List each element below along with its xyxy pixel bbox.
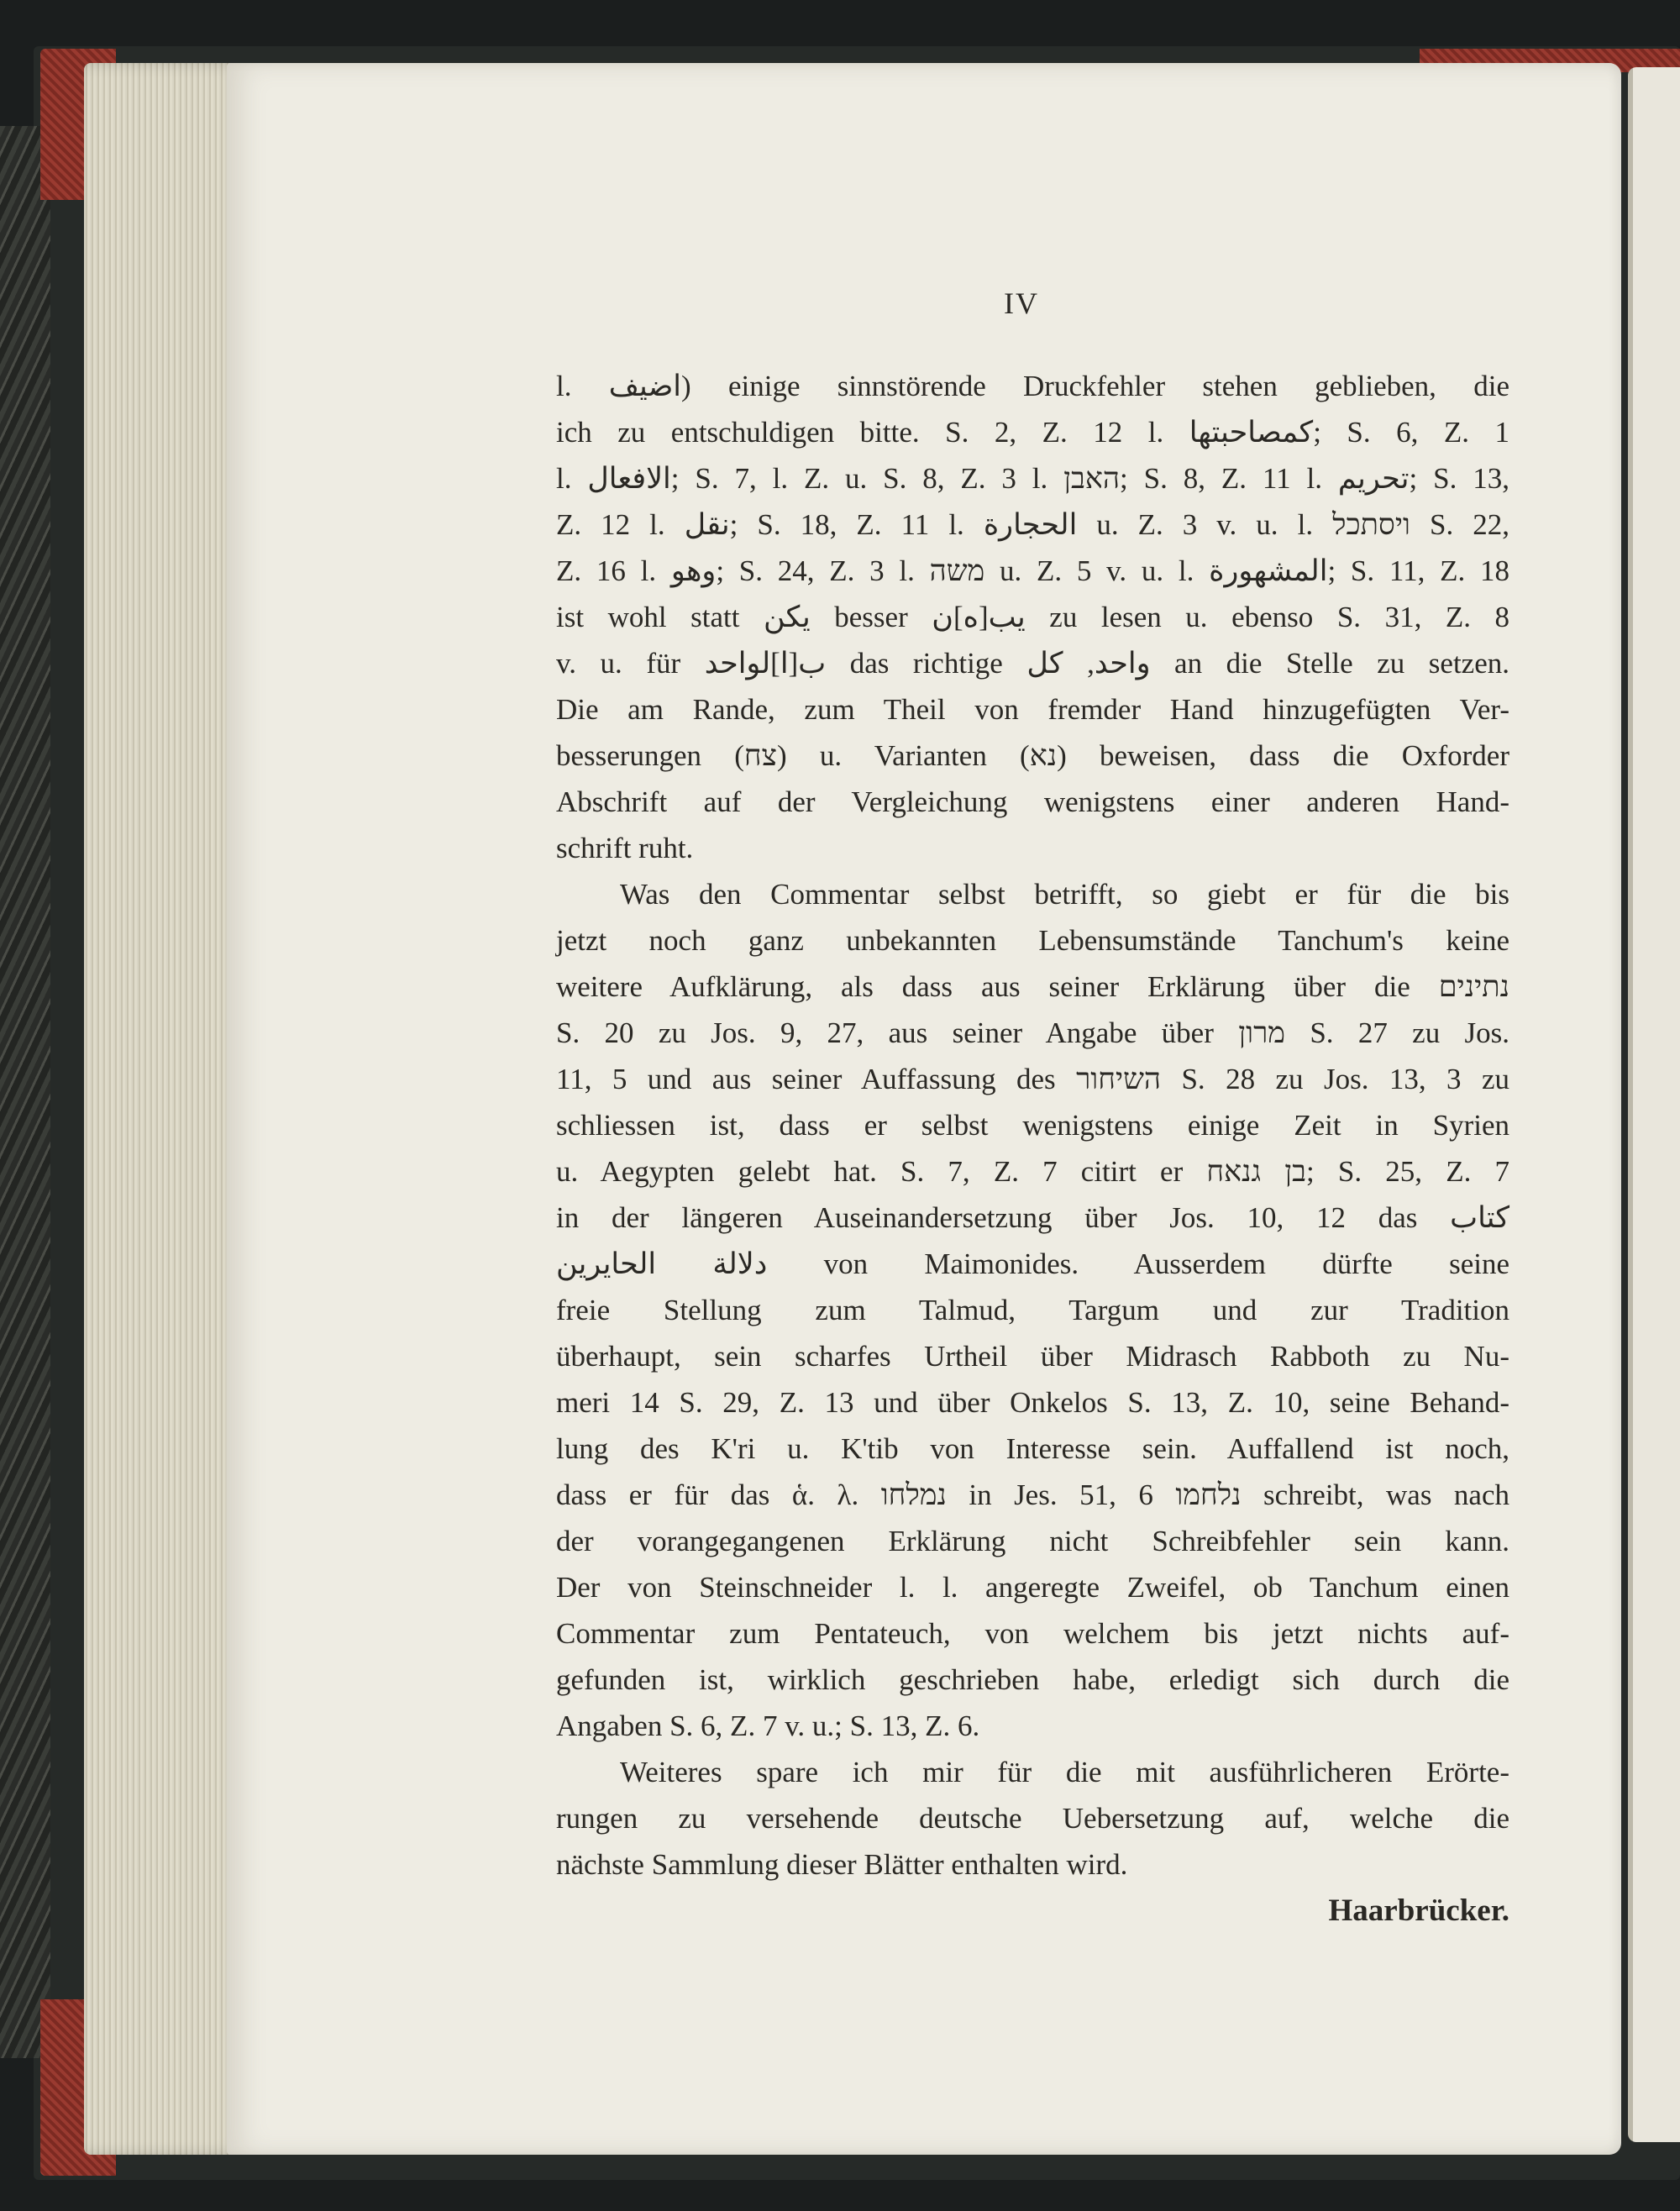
text-line: überhaupt, sein scharfes Urtheil über Midrasch Rabboth zu Nu- xyxy=(556,1340,1509,1373)
signature: Haarbrücker. xyxy=(1328,1893,1509,1928)
text-line: Z. 16 l. وهو; S. 24, Z. 3 l. משה u. Z. 5 v. u. l. المشهورة; S. 11, Z. 18 xyxy=(556,554,1509,587)
text-line: ich zu entschuldigen bitte. S. 2, Z. 12 l. كمصاحبتها; S. 6, Z. 1 xyxy=(556,416,1510,449)
text-line: gefunden ist, wirklich geschrieben habe, erledigt sich durch die xyxy=(556,1663,1509,1696)
text-line: Was den Commentar selbst betrifft, so giebt er für die bis xyxy=(620,878,1509,911)
text-line: schrift ruht. xyxy=(556,832,694,864)
text-line: l. الافعال; S. 7, l. Z. u. S. 8, Z. 3 l. האבן; S. 8, Z. 11 l. تحريم; S. 13, xyxy=(556,462,1509,495)
text-line: dass er für das ἁ. λ. נמלחו in Jes. 51, 6 נלחמו schreibt, was nach xyxy=(556,1478,1509,1511)
marbled-board xyxy=(0,126,50,2058)
text-line: 11, 5 und aus seiner Auffassung des השיחור S. 28 zu Jos. 13, 3 zu xyxy=(556,1063,1509,1095)
page-number: IV xyxy=(1004,286,1039,320)
text-line: Z. 12 l. نقل; S. 18, Z. 11 l. الحجارة u. Z. 3 v. u. l. ויסתכל S. 22, xyxy=(556,508,1509,541)
text-line: meri 14 S. 29, Z. 13 und über Onkelos S. 13, Z. 10, seine Behand- xyxy=(556,1386,1509,1419)
page-text xyxy=(556,279,1510,1928)
text-line: Der von Steinschneider l. l. angeregte Zweifel, ob Tanchum einen xyxy=(556,1571,1509,1604)
text-line: v. u. für ب[ا]لواحد das richtige واحد, كل an die Stelle zu setzen. xyxy=(556,647,1509,680)
facing-page-edge xyxy=(1628,67,1680,2142)
text-line: weitere Aufklärung, als dass aus seiner Erklärung über die נתינים xyxy=(556,970,1509,1003)
text-line: u. Aegypten gelebt hat. S. 7, Z. 7 citirt er בן גנאח; S. 25, Z. 7 xyxy=(556,1155,1509,1188)
text-line: besserungen (צח) u. Varianten (נא) beweisen, dass die Oxforder xyxy=(556,739,1509,772)
text-line: freie Stellung zum Talmud, Targum und zur Tradition xyxy=(556,1294,1509,1326)
text-line: S. 20 zu Jos. 9, 27, aus seiner Angabe über מרון S. 27 zu Jos. xyxy=(556,1016,1509,1049)
text-line: Commentar zum Pentateuch, von welchem bis jetzt nichts auf- xyxy=(556,1617,1509,1650)
text-line: der vorangegangenen Erklärung nicht Schreibfehler sein kann. xyxy=(556,1525,1509,1557)
text-line: nächste Sammlung dieser Blätter enthalten wird. xyxy=(556,1848,1128,1881)
text-line: Weiteres spare ich mir für die mit ausführlicheren Erörte- xyxy=(620,1756,1509,1788)
text-line: schliessen ist, dass er selbst wenigstens einige Zeit in Syrien xyxy=(556,1109,1509,1142)
text-line: Abschrift auf der Vergleichung wenigstens einer anderen Hand- xyxy=(556,785,1509,818)
text-line: in der längeren Auseinandersetzung über Jos. 10, 12 das كتاب xyxy=(556,1201,1509,1234)
page-stack-edge xyxy=(84,63,244,2155)
text-line: rungen zu versehende deutsche Uebersetzung auf, welche die xyxy=(556,1802,1509,1835)
text-line: Angaben S. 6, Z. 7 v. u.; S. 13, Z. 6. xyxy=(556,1709,980,1742)
signature-row xyxy=(556,1888,1509,1938)
text-line: lung des K'ri u. K'tib von Interesse sein. Auffallend ist noch, xyxy=(556,1432,1509,1465)
text-line: دلالة الحايرين von Maimonides. Ausserdem dürfte seine xyxy=(556,1247,1509,1280)
text-line: l. اضيف) einige sinnstörende Druckfehler stehen geblieben, die xyxy=(556,370,1509,402)
text-line: Die am Rande, zum Theil von fremder Hand hinzugefügten Ver- xyxy=(556,693,1509,726)
text-line: jetzt noch ganz unbekannten Lebensumstände Tanchum's keine xyxy=(556,924,1509,957)
text-line: ist wohl statt يكن besser يب[ه]ن zu lesen u. ebenso S. 31, Z. 8 xyxy=(556,601,1510,633)
text-lines xyxy=(556,363,1509,1938)
